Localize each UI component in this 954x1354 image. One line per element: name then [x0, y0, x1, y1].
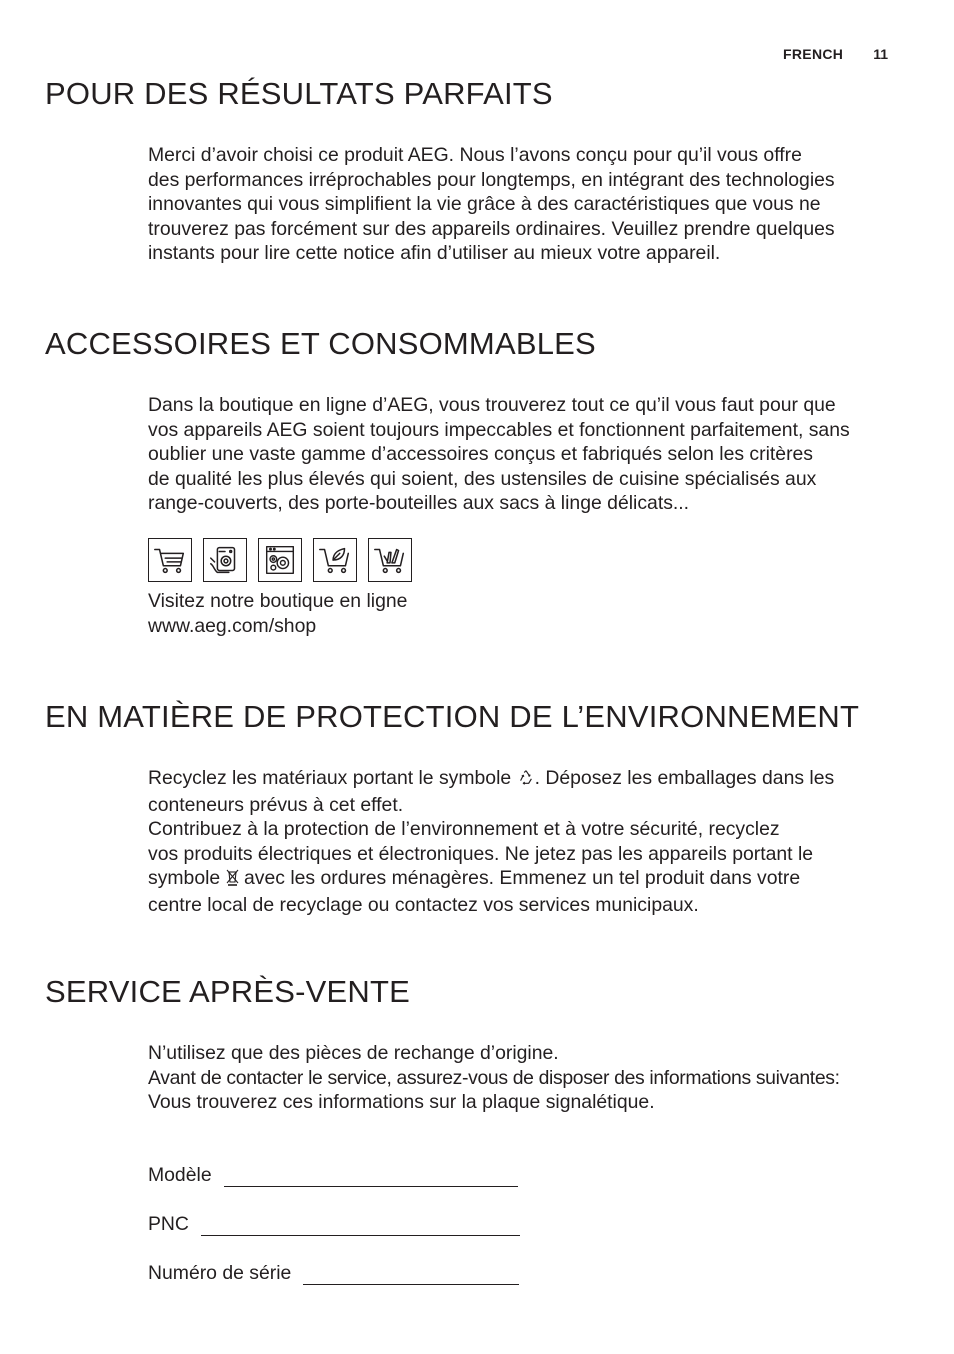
- text-segment: avec les ordures ménagères. Emmenez un tel produit dans votre: [238, 867, 801, 890]
- paragraph-line: [148, 766, 908, 793]
- paragraph-line: oublier une vaste gamme d’accessoires conçus et fabriqués selon les critères: [148, 443, 814, 466]
- serial-number-field[interactable]: [148, 1262, 519, 1285]
- appliance-gear-icon: [258, 538, 302, 582]
- pnc-label: PNC: [148, 1213, 189, 1235]
- text-segment: symbole: [148, 867, 226, 890]
- paragraph-line: Avant de contacter le service, assurez-vous de disposer des informations suivantes:: [148, 1066, 840, 1089]
- paragraph-line: vos produits électriques et électroniques. Ne jetez pas les appareils portant le: [148, 842, 814, 865]
- paragraph-line: innovantes qui vous simplifient la vie grâce à des caractéristiques que vous ne: [148, 193, 821, 216]
- language-label: FRENCH: [783, 46, 844, 62]
- paragraph-line: conteneurs prévus à cet effet.: [148, 793, 404, 816]
- paragraph-line: [148, 866, 908, 893]
- section-title-environnement: EN MATIÈRE DE PROTECTION DE L’ENVIRONNEMENT: [45, 699, 860, 734]
- shop-visit-label: Visitez notre boutique en ligne: [148, 590, 408, 612]
- cart-bottles-icon: [368, 538, 412, 582]
- model-field[interactable]: [148, 1164, 518, 1187]
- washing-machine-icon: [203, 538, 247, 582]
- section-body-accessoires: [148, 393, 908, 516]
- pnc-input-line[interactable]: [201, 1217, 520, 1236]
- serial-number-input-line[interactable]: [303, 1266, 519, 1285]
- paragraph-line: Merci d’avoir choisi ce produit AEG. Nous l’avons conçu pour qu’il vous offre: [148, 144, 802, 166]
- paragraph-line: Contribuez à la protection de l’environnement et à votre sécurité, recyclez: [148, 818, 780, 841]
- page-header: [783, 46, 888, 62]
- section-body-environnement: [148, 766, 908, 918]
- paragraph-line: range-couverts, des porte-bouteilles aux sacs à linge délicats...: [148, 492, 690, 515]
- section-body-service: [148, 1041, 908, 1115]
- paragraph-line: Vous trouverez ces informations sur la plaque signalétique.: [148, 1091, 655, 1114]
- shop-visit-text: [148, 589, 908, 638]
- text-segment: . Déposez les emballages dans les: [534, 767, 835, 789]
- text-segment: Recyclez les matériaux portant le symbole: [148, 767, 517, 789]
- pnc-field[interactable]: [148, 1213, 520, 1236]
- paragraph-line: vos appareils AEG soient toujours impeccables et fonctionnent parfaitement, sans: [148, 418, 850, 441]
- section-body-resultats: [148, 143, 908, 266]
- section-title-resultats: POUR DES RÉSULTATS PARFAITS: [45, 76, 553, 111]
- paragraph-line: instants pour lire cette notice afin d’utiliser au mieux votre appareil.: [148, 242, 721, 265]
- shop-icons-row: [148, 538, 412, 582]
- shop-url[interactable]: www.aeg.com/shop: [148, 614, 317, 637]
- paragraph-line: N’utilisez que des pièces de rechange d’origine.: [148, 1042, 559, 1064]
- serial-number-label: Numéro de série: [148, 1262, 292, 1284]
- cart-leaf-icon: [313, 538, 357, 582]
- recycle-icon: [517, 768, 535, 793]
- paragraph-line: de qualité les plus élevés qui soient, des ustensiles de cuisine spécialisés aux: [148, 467, 817, 490]
- model-input-line[interactable]: [224, 1168, 518, 1187]
- paragraph-line: trouverez pas forcément sur des appareils ordinaires. Veuillez prendre quelques: [148, 217, 835, 240]
- paragraph-line: centre local de recyclage ou contactez vos services municipaux.: [148, 893, 699, 916]
- crossed-bin-icon: [226, 868, 239, 893]
- section-title-service: SERVICE APRÈS-VENTE: [45, 974, 411, 1009]
- paragraph-line: Dans la boutique en ligne d’AEG, vous trouverez tout ce qu’il vous faut pour que: [148, 394, 836, 416]
- paragraph-line: des performances irréprochables pour longtemps, en intégrant des technologies: [148, 168, 835, 191]
- section-title-accessoires: ACCESSOIRES ET CONSOMMABLES: [45, 326, 596, 361]
- shopping-cart-icon: [148, 538, 192, 582]
- page-number: 11: [873, 46, 888, 62]
- model-label: Modèle: [148, 1164, 212, 1186]
